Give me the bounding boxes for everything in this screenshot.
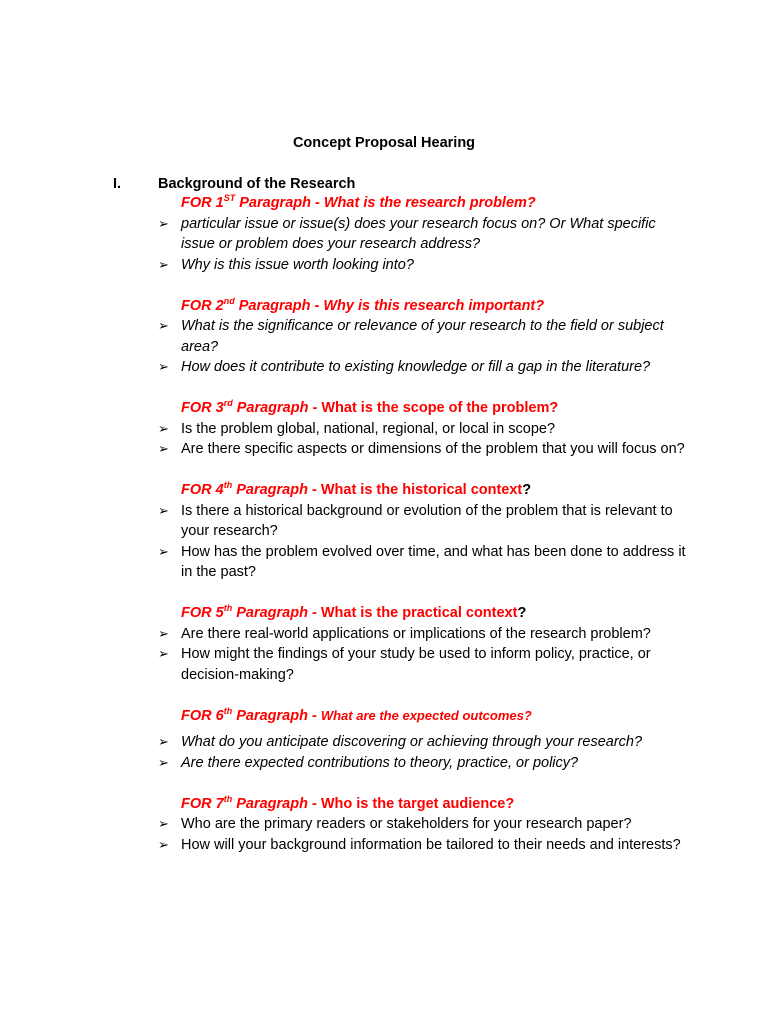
paragraph-heading: [181, 398, 691, 419]
list-item-text: Are there expected contributions to theory, practice, or policy?: [181, 754, 579, 771]
arrow-bullet-icon: ➢: [158, 256, 169, 272]
paragraph-question: What are the expected outcomes?: [320, 707, 532, 723]
paragraph-label: FOR 3: [181, 400, 224, 416]
list-item: [158, 316, 691, 357]
list-item-text: particular issue or issue(s) does your research focus on? Or What specific issue or problem does your research address?: [181, 215, 656, 252]
paragraph-heading: [181, 706, 691, 727]
paragraph-suffix: Paragraph -: [232, 605, 321, 621]
paragraph-label: FOR 4: [181, 482, 224, 498]
section-heading: [113, 174, 355, 194]
list-item-text: Are there real-world applications or implications of the research problem?: [181, 625, 651, 642]
paragraph-heading: [181, 794, 691, 815]
ordinal-suffix: nd: [223, 295, 235, 306]
paragraph-heading: [181, 480, 691, 501]
bullet-list: [158, 814, 691, 855]
question-mark: ?: [517, 605, 527, 621]
paragraph-label: FOR 5: [181, 605, 224, 621]
list-item-text: How might the findings of your study be used to inform policy, practice, or decision-making?: [181, 646, 651, 683]
paragraph-block-7: [158, 793, 691, 856]
arrow-bullet-icon: ➢: [158, 215, 169, 231]
arrow-bullet-icon: ➢: [158, 836, 169, 852]
paragraph-suffix: Paragraph -: [232, 707, 321, 724]
ordinal-suffix: rd: [223, 398, 233, 409]
paragraph-label: FOR 7: [181, 795, 224, 812]
paragraph-question: What is the historical context: [320, 482, 523, 498]
paragraph-question: Why is this research important?: [323, 297, 545, 314]
list-item-text: Who are the primary readers or stakeholders for your research paper?: [181, 816, 632, 832]
ordinal-suffix: th: [223, 793, 233, 804]
list-item-text: What do you anticipate discovering or achieving through your research?: [181, 734, 643, 750]
list-item: [158, 644, 691, 685]
paragraph-heading: [181, 603, 691, 624]
arrow-bullet-icon: ➢: [158, 754, 169, 770]
paragraph-block-5: [158, 603, 691, 685]
list-item: [158, 501, 691, 542]
paragraph-question: Who is the target audience?: [320, 795, 515, 812]
bullet-list: [158, 316, 691, 378]
paragraph-question: What is the scope of the problem?: [321, 400, 559, 416]
list-item: [158, 753, 691, 774]
ordinal-suffix: th: [223, 480, 233, 491]
section-number: I.: [113, 176, 122, 192]
bullet-list: [158, 214, 691, 276]
arrow-bullet-icon: ➢: [158, 420, 169, 436]
bullet-list: [158, 419, 691, 460]
paragraph-block-1: [158, 193, 691, 275]
paragraph-question: What is the practical context: [320, 605, 518, 621]
paragraph-suffix: Paragraph -: [232, 400, 322, 416]
paragraph-label: FOR 6: [181, 707, 224, 724]
arrow-bullet-icon: ➢: [158, 359, 169, 374]
page-title: Concept Proposal Hearing: [292, 135, 476, 151]
ordinal-suffix: th: [223, 705, 233, 716]
list-item-text: Are there specific aspects or dimensions of the problem that you will focus on?: [181, 441, 685, 457]
paragraph-block-2: [158, 295, 691, 378]
ordinal-suffix: th: [223, 603, 233, 614]
paragraph-heading: [181, 193, 691, 214]
paragraph-label: FOR 2: [181, 297, 224, 314]
list-item-text: How does it contribute to existing knowledge or fill a gap in the literature?: [181, 359, 651, 375]
list-item: [158, 214, 691, 255]
arrow-bullet-icon: ➢: [158, 646, 169, 661]
bullet-list: [158, 732, 691, 773]
list-item: [158, 835, 691, 856]
list-item: [158, 419, 691, 440]
bullet-list: [158, 501, 691, 583]
list-item: [158, 439, 691, 460]
paragraph-suffix: Paragraph -: [235, 195, 324, 211]
arrow-bullet-icon: ➢: [158, 625, 169, 641]
ordinal-suffix: ST: [223, 193, 236, 204]
list-item-text: How has the problem evolved over time, and what has been done to address it in the past?: [181, 543, 686, 580]
arrow-bullet-icon: ➢: [158, 734, 169, 749]
arrow-bullet-icon: ➢: [158, 441, 169, 456]
list-item-text: Why is this issue worth looking into?: [181, 256, 414, 273]
list-item-text: Is the problem global, national, regional, or local in scope?: [181, 420, 556, 437]
paragraph-label: FOR 1: [181, 195, 224, 211]
section-content: [158, 193, 691, 855]
paragraph-question: What is the research problem?: [323, 195, 536, 211]
paragraph-suffix: Paragraph -: [232, 482, 321, 498]
paragraph-suffix: Paragraph -: [234, 297, 324, 314]
paragraph-block-4: [158, 480, 691, 583]
list-item-text: Is there a historical background or evolution of the problem that is relevant to your research?: [181, 502, 673, 539]
arrow-bullet-icon: ➢: [158, 502, 169, 518]
list-item: [158, 624, 691, 645]
list-item: [158, 255, 691, 276]
list-item: [158, 732, 691, 753]
paragraph-suffix: Paragraph -: [232, 795, 321, 812]
paragraph-block-3: [158, 398, 691, 460]
list-item: [158, 814, 691, 835]
arrow-bullet-icon: ➢: [158, 318, 169, 333]
paragraph-heading: [181, 296, 691, 317]
list-item-text: How will your background information be tailored to their needs and interests?: [181, 836, 681, 853]
question-mark: ?: [522, 482, 532, 498]
arrow-bullet-icon: ➢: [158, 816, 169, 831]
bullet-list: [158, 624, 691, 686]
list-item: [158, 357, 691, 378]
section-title: Background of the Research: [158, 176, 356, 192]
list-item-text: What is the significance or relevance of your research to the field or subject area?: [181, 318, 664, 355]
paragraph-block-6: [158, 705, 691, 774]
list-item: [158, 542, 691, 583]
arrow-bullet-icon: ➢: [158, 543, 169, 559]
